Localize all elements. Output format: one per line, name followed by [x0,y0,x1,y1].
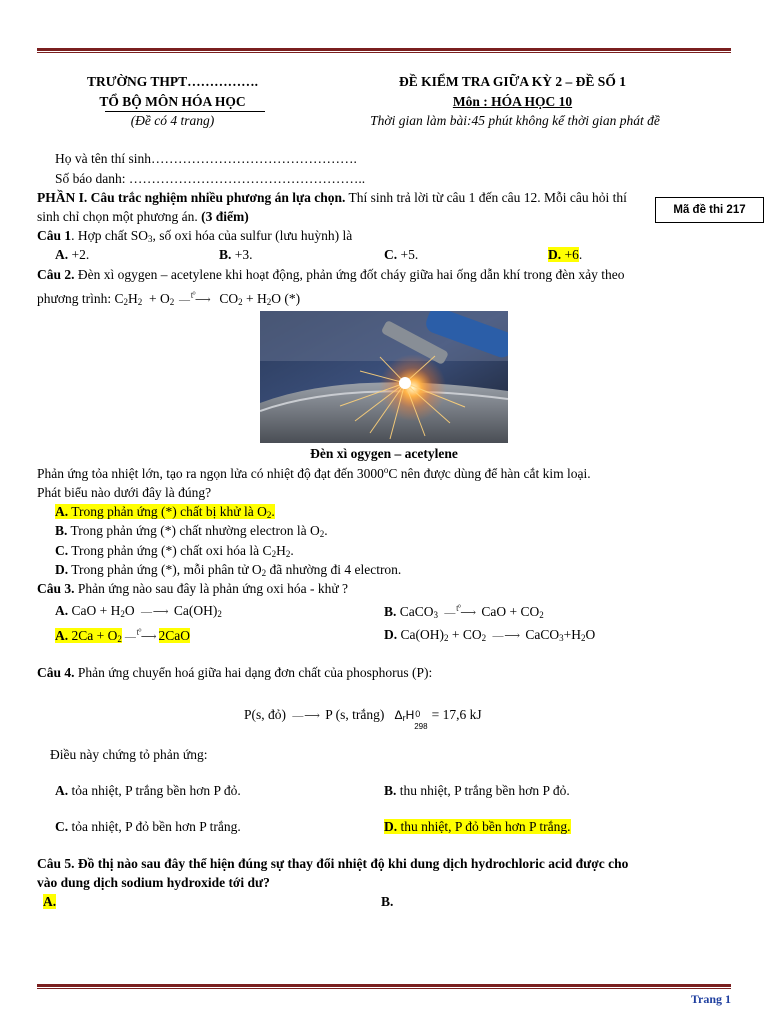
q4-option-d[interactable]: D. thu nhiệt, P đỏ bền hơn P trắng. [384,819,571,834]
exam-code-box: Mã đề thi 217 [655,197,764,223]
q4-option-b[interactable]: B. thu nhiệt, P trắng bền hơn P đỏ. [384,783,570,798]
q5-option-b[interactable]: B. [381,894,394,909]
time-note: Thời gian làm bài:45 phút không kể thời gian phát đề [370,113,660,128]
q1-option-b[interactable]: B. +3. [219,247,253,262]
q3-option-a[interactable]: A. CaO + $H_2O$ — ⟶ $Ca(OH)_2$ [55,603,222,619]
photo-caption: Đèn xì ogygen – acetylene [310,446,458,461]
heat-arrow-icon: — $^{t^\circ}$⟶ [177,290,210,306]
q5-stem-line2: vào dung dịch sodium hydroxide tới dư? [37,875,270,890]
q3-label: Câu 3. [37,581,75,596]
part1-instructions: Thí sinh trả lời từ câu 1 đến câu 12. Mỗi câu hỏi thí [345,190,627,205]
q2-text2: Phát biểu nào dưới đây là đúng? [37,485,212,500]
q1-option-a[interactable]: A. +2. [55,247,90,262]
welding-torch-photo [260,311,508,443]
department-name: TỔ BỘ MÔN HÓA HỌC [99,94,246,109]
q2-equation: phương trình: $C_2H_2 + O_2$ — $^{t^\circ}$⟶ $CO_2 + H_2O$ (*) [37,290,301,307]
q2-option-c[interactable]: C. Trong phản ứng (*) chất oxi hóa là $C_2H_2$. [55,543,294,559]
page-number: Trang 1 [690,992,731,1006]
q4-option-c[interactable]: C. tỏa nhiệt, P đỏ bền hơn P trắng. [55,819,241,834]
q1-stem: Câu 1. Hợp chất $SO_3$, số oxi hóa của sulfur (lưu huỳnh) là [37,228,353,244]
department-underline [105,111,265,112]
q5-label: Câu 5. [37,856,75,871]
arrow-icon: — ⟶ [140,606,168,618]
q1-option-c[interactable]: C. +5. [384,247,419,262]
top-rule [37,48,731,53]
q4-option-a[interactable]: A. tỏa nhiệt, P trắng bền hơn P đỏ. [55,783,241,798]
q3-option-d[interactable]: D. $Ca(OH)_2 + CO_2$ — ⟶ $CaCO_3+H_2O$ [384,627,596,643]
q5-option-a[interactable]: A. [43,894,57,909]
q4-stem: Câu 4. Phản ứng chuyển hoá giữa hai dạng đơn chất của phosphorus (P): [37,665,433,680]
heat-arrow-icon: — $^{t^\circ}$⟶ [124,627,156,643]
heat-arrow-icon: — $^{t^\circ}$⟶ [444,603,476,619]
q4-lead: Điều này chứng tỏ phản ứng: [50,747,208,762]
student-id-line: Số báo danh: …………………………………………….. [55,171,366,186]
q2-option-d[interactable]: D. Trong phản ứng (*), mỗi phân tử $O_2$ đã nhường đi 4 electron. [55,562,402,578]
arrow-icon: — ⟶ [492,630,520,642]
q1-label: Câu 1 [37,228,72,243]
q2-option-b[interactable]: B. Trong phản ứng (*) chất nhường electron là $O_2$. [55,523,328,539]
q1-option-d[interactable]: D. +6. [548,247,583,262]
q1-stem-a: . Hợp chất SO [71,228,149,243]
exam-title: ĐỀ KIỂM TRA GIỮA KỲ 2 – ĐỀ SỐ 1 [399,74,626,89]
part1-line1 [37,190,627,206]
student-name-line: Họ và tên thí sinh………………………………………. [55,151,357,166]
q2-label: Câu 2. [37,267,75,282]
pages-note: (Đề có 4 trang) [130,113,215,128]
q5-stem-line1: Câu 5. Đồ thị nào sau đây thể hiện đúng sự thay đổi nhiệt độ khi dung dịch hydrochloric acid được cho [37,856,629,871]
q2-stem [37,267,625,283]
part1-points: (3 điểm) [201,209,249,224]
q4-label: Câu 4. [37,665,75,680]
subject: Môn : HÓA HỌC 10 [452,94,573,109]
part1-instructions2: sinh chỉ chọn một phương án. [37,209,202,224]
q3-stem: Câu 3. Phản ứng nào sau đây là phản ứng oxi hóa - khử ? [37,581,349,596]
q3-option-c[interactable]: A. $2Ca + O_2$ — $^{t^\circ}$⟶ 2CaO [55,627,190,644]
q3-option-b[interactable]: B. CaCO$_3$ — $^{t^\circ}$⟶ CaO + $CO_2$ [384,603,544,620]
q1-stem-b: , số oxi hóa của sulfur (lưu huỳnh) là [152,228,353,243]
q2-option-a[interactable]: A. Trong phản ứng (*) chất bị khử là $O_2$. [55,504,275,520]
arrow-icon: — ⟶ [292,710,319,722]
q2-stem-text: Đèn xì ogygen – acetylene khi hoạt động, phản ứng đốt cháy giữa hai ống dẫn khí trong đèn xảy theo [74,267,625,282]
part1-title: PHẦN I. Câu trắc nghiệm nhiều phương án lựa chọn. [37,190,346,205]
q2-text1: Phản ứng tỏa nhiệt lớn, tạo ra ngọn lửa có nhiệt độ đạt đến 3000$^o$C nên được dùng để hàn cắt kim loại. [37,465,591,481]
bottom-rule [37,984,731,989]
school-name: TRƯỜNG THPT……………. [86,74,258,89]
part1-line2 [37,209,249,225]
q4-equation: P(s, đỏ) — ⟶ P (s, trắng) $\Delta_rH$ 0 298 = 17,6 kJ [244,707,482,731]
